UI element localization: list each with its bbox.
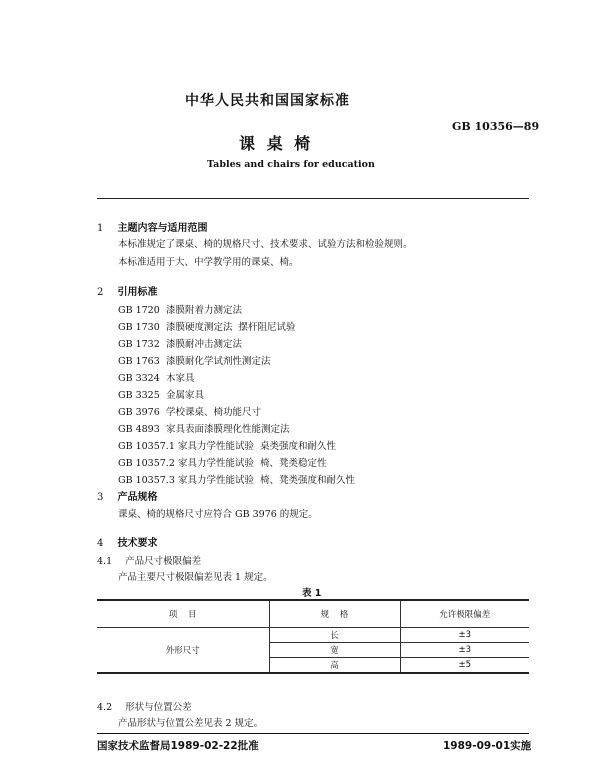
section-title: 技术要求: [117, 538, 158, 549]
subsection-4-2-heading: [97, 699, 192, 713]
reference-item: [118, 404, 261, 418]
reference-item: [118, 370, 195, 384]
reference-title: 漆膜耐化学试剂性测定法: [166, 356, 271, 367]
section-3-heading: [97, 485, 157, 504]
table-cell: ±5: [400, 658, 529, 674]
page-title: 课 桌 椅: [239, 134, 314, 153]
reference-code: GB 1720: [118, 305, 160, 316]
page-subtitle-en: Tables and chairs for education: [207, 159, 375, 170]
table-cell: ±3: [400, 643, 529, 658]
reference-title: 学校课桌、椅功能尺寸: [166, 407, 262, 418]
reference-code: GB 3324: [118, 373, 160, 384]
reference-title: 木家具: [166, 373, 195, 384]
reference-code: GB 10357.3: [118, 475, 175, 486]
table-header-cell: 项 目: [97, 600, 269, 628]
reference-title: 家具表面漆膜理化性能测定法: [166, 424, 290, 435]
table-header-cell: 允许极限偏差: [400, 600, 529, 628]
section-1-para-2: 本标准适用于大、中学教学用的课桌、椅。: [118, 257, 299, 268]
reference-code: GB 1763: [118, 356, 160, 367]
reference-title: 漆膜硬度测定法 摆杆阻尼试验: [166, 322, 296, 333]
subsection-number: 4.1: [97, 556, 113, 567]
reference-item: [118, 387, 204, 401]
reference-item: [118, 421, 290, 435]
table-cell: 高: [269, 658, 400, 674]
standard-number: GB 10356—89: [452, 120, 540, 133]
subsection-4-2-text: 产品形状与位置公差见表 2 规定。: [118, 718, 264, 729]
section-number: 4: [97, 538, 104, 549]
subsection-number: 4.2: [97, 702, 113, 713]
reference-item: [118, 455, 327, 469]
section-2-heading: [97, 280, 157, 299]
reference-code: GB 1732: [118, 339, 160, 350]
reference-code: GB 3325: [118, 390, 160, 401]
reference-item: [118, 438, 336, 452]
approval-note: 国家技术监督局1989-02-22批准: [97, 740, 259, 752]
reference-item: [118, 302, 242, 316]
standard-name: 中华人民共和国国家标准: [185, 93, 350, 109]
section-title: 产品规格: [117, 492, 158, 503]
reference-item: [118, 353, 271, 367]
header-rule: [97, 198, 529, 199]
reference-item: [118, 336, 242, 350]
reference-item: [118, 472, 355, 486]
subsection-4-1-text: 产品主要尺寸极限偏差见表 1 规定。: [118, 572, 273, 583]
reference-title: 金属家具: [166, 390, 205, 401]
section-number: 2: [97, 287, 104, 298]
section-1-heading: [97, 216, 207, 235]
reference-code: GB 10357.1: [118, 441, 175, 452]
section-3-para: 课桌、椅的规格尺寸应符合 GB 3976 的规定。: [118, 509, 318, 520]
table-cell: ±3: [400, 628, 529, 643]
effective-date: 1989-09-01实施: [443, 740, 532, 752]
section-title: 引用标准: [117, 287, 158, 298]
subsection-title: 形状与位置公差: [125, 702, 192, 713]
reference-code: GB 1730: [118, 322, 160, 333]
table-caption: 表 1: [302, 588, 322, 599]
table-header-cell: 规 格: [269, 600, 400, 628]
reference-title: 家具力学性能试验 椅、凳类稳定性: [178, 458, 327, 469]
tolerance-table: [97, 599, 529, 674]
reference-code: GB 4893: [118, 424, 160, 435]
table-cell: 长: [269, 628, 400, 643]
reference-title: 漆膜耐冲击测定法: [166, 339, 243, 350]
reference-title: 漆膜附着力测定法: [166, 305, 243, 316]
subsection-4-1-heading: [97, 553, 201, 567]
section-number: 1: [97, 223, 104, 234]
table-header-row: [97, 600, 529, 628]
section-number: 3: [97, 492, 104, 503]
table-cell: 宽: [269, 643, 400, 658]
reference-code: GB 3976: [118, 407, 160, 418]
reference-title: 家具力学性能试验 椅、凳类强度和耐久性: [178, 475, 356, 486]
reference-item: [118, 319, 296, 333]
reference-code: GB 10357.2: [118, 458, 175, 469]
table-row: [97, 628, 529, 643]
section-1-para-1: 本标准规定了课桌、椅的规格尺寸、技术要求、试验方法和检验规则。: [118, 239, 413, 250]
section-4-heading: [97, 531, 157, 550]
table-group-cell: 外形尺寸: [97, 628, 269, 674]
reference-title: 家具力学性能试验 桌类强度和耐久性: [178, 441, 337, 452]
section-title: 主题内容与适用范围: [117, 223, 208, 234]
subsection-title: 产品尺寸极限偏差: [125, 556, 202, 567]
footer-rule: [97, 733, 529, 734]
